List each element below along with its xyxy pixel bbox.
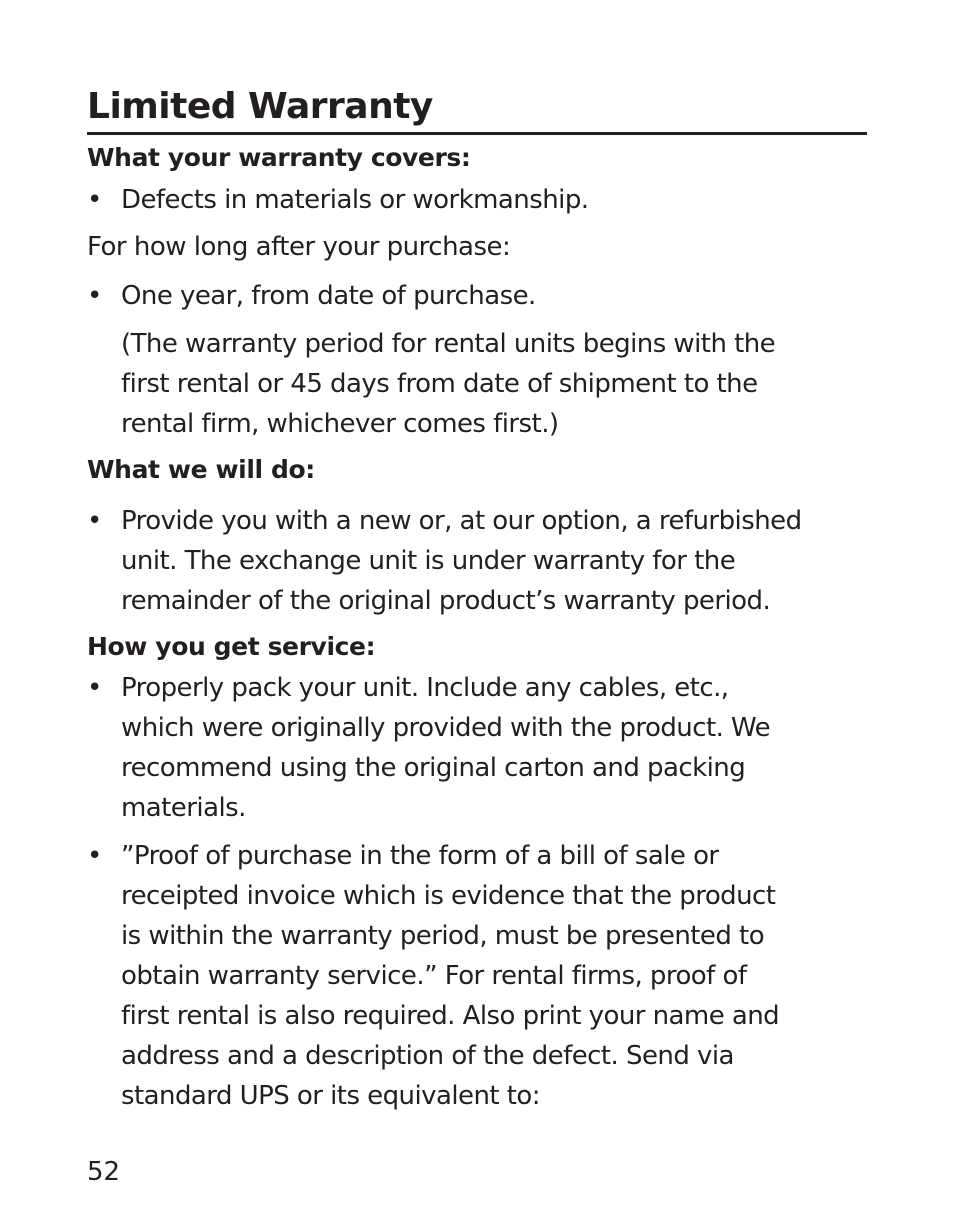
duration-bullet-item bbox=[87, 276, 867, 316]
service-bullet-item-2 bbox=[87, 836, 867, 1116]
service-bullet-item-1 bbox=[87, 668, 867, 828]
will-do-heading: What we will do: bbox=[87, 455, 315, 484]
covers-bullet-text: Defects in materials or workmanship. bbox=[121, 185, 589, 215]
rental-note: (The warranty period for rental units begins with the first rental or 45 days from date of shipment to the rental firm, whichever comes first.) bbox=[121, 329, 776, 439]
bullet-marker: • bbox=[87, 673, 103, 703]
covers-bullet-item bbox=[87, 180, 867, 220]
service-bullet-text-2: ”Proof of purchase in the form of a bill of sale or receipted invoice which is evidence that the product is within the warranty period, must be presented to obtain warranty service.” For rental firms, proof of first rental is also required. Also print your name and address and a description of the defect. Send via standard UPS or its equivalent to: bbox=[121, 841, 780, 1111]
duration-label: For how long after your purchase: bbox=[87, 232, 511, 262]
duration-bullet-text: One year, from date of purchase. bbox=[121, 281, 536, 311]
service-heading: How you get service: bbox=[87, 632, 376, 661]
bullet-marker: • bbox=[87, 506, 103, 536]
bullet-marker: • bbox=[87, 841, 103, 871]
page-number: 52 bbox=[87, 1157, 121, 1187]
title-block bbox=[87, 84, 867, 135]
bullet-marker: • bbox=[87, 185, 103, 215]
will-do-bullet-text: Provide you with a new or, at our option, a refurbished unit. The exchange unit is under warranty for the remainder of the original product’s warranty period. bbox=[121, 506, 802, 616]
covers-heading: What your warranty covers: bbox=[87, 143, 471, 172]
bullet-marker: • bbox=[87, 281, 103, 311]
service-bullet-text-1: Properly pack your unit. Include any cables, etc., which were originally provided with the product. We recommend using the original carton and packing materials. bbox=[121, 673, 771, 823]
will-do-bullet-item bbox=[87, 501, 867, 621]
page-title: Limited Warranty bbox=[87, 86, 433, 127]
